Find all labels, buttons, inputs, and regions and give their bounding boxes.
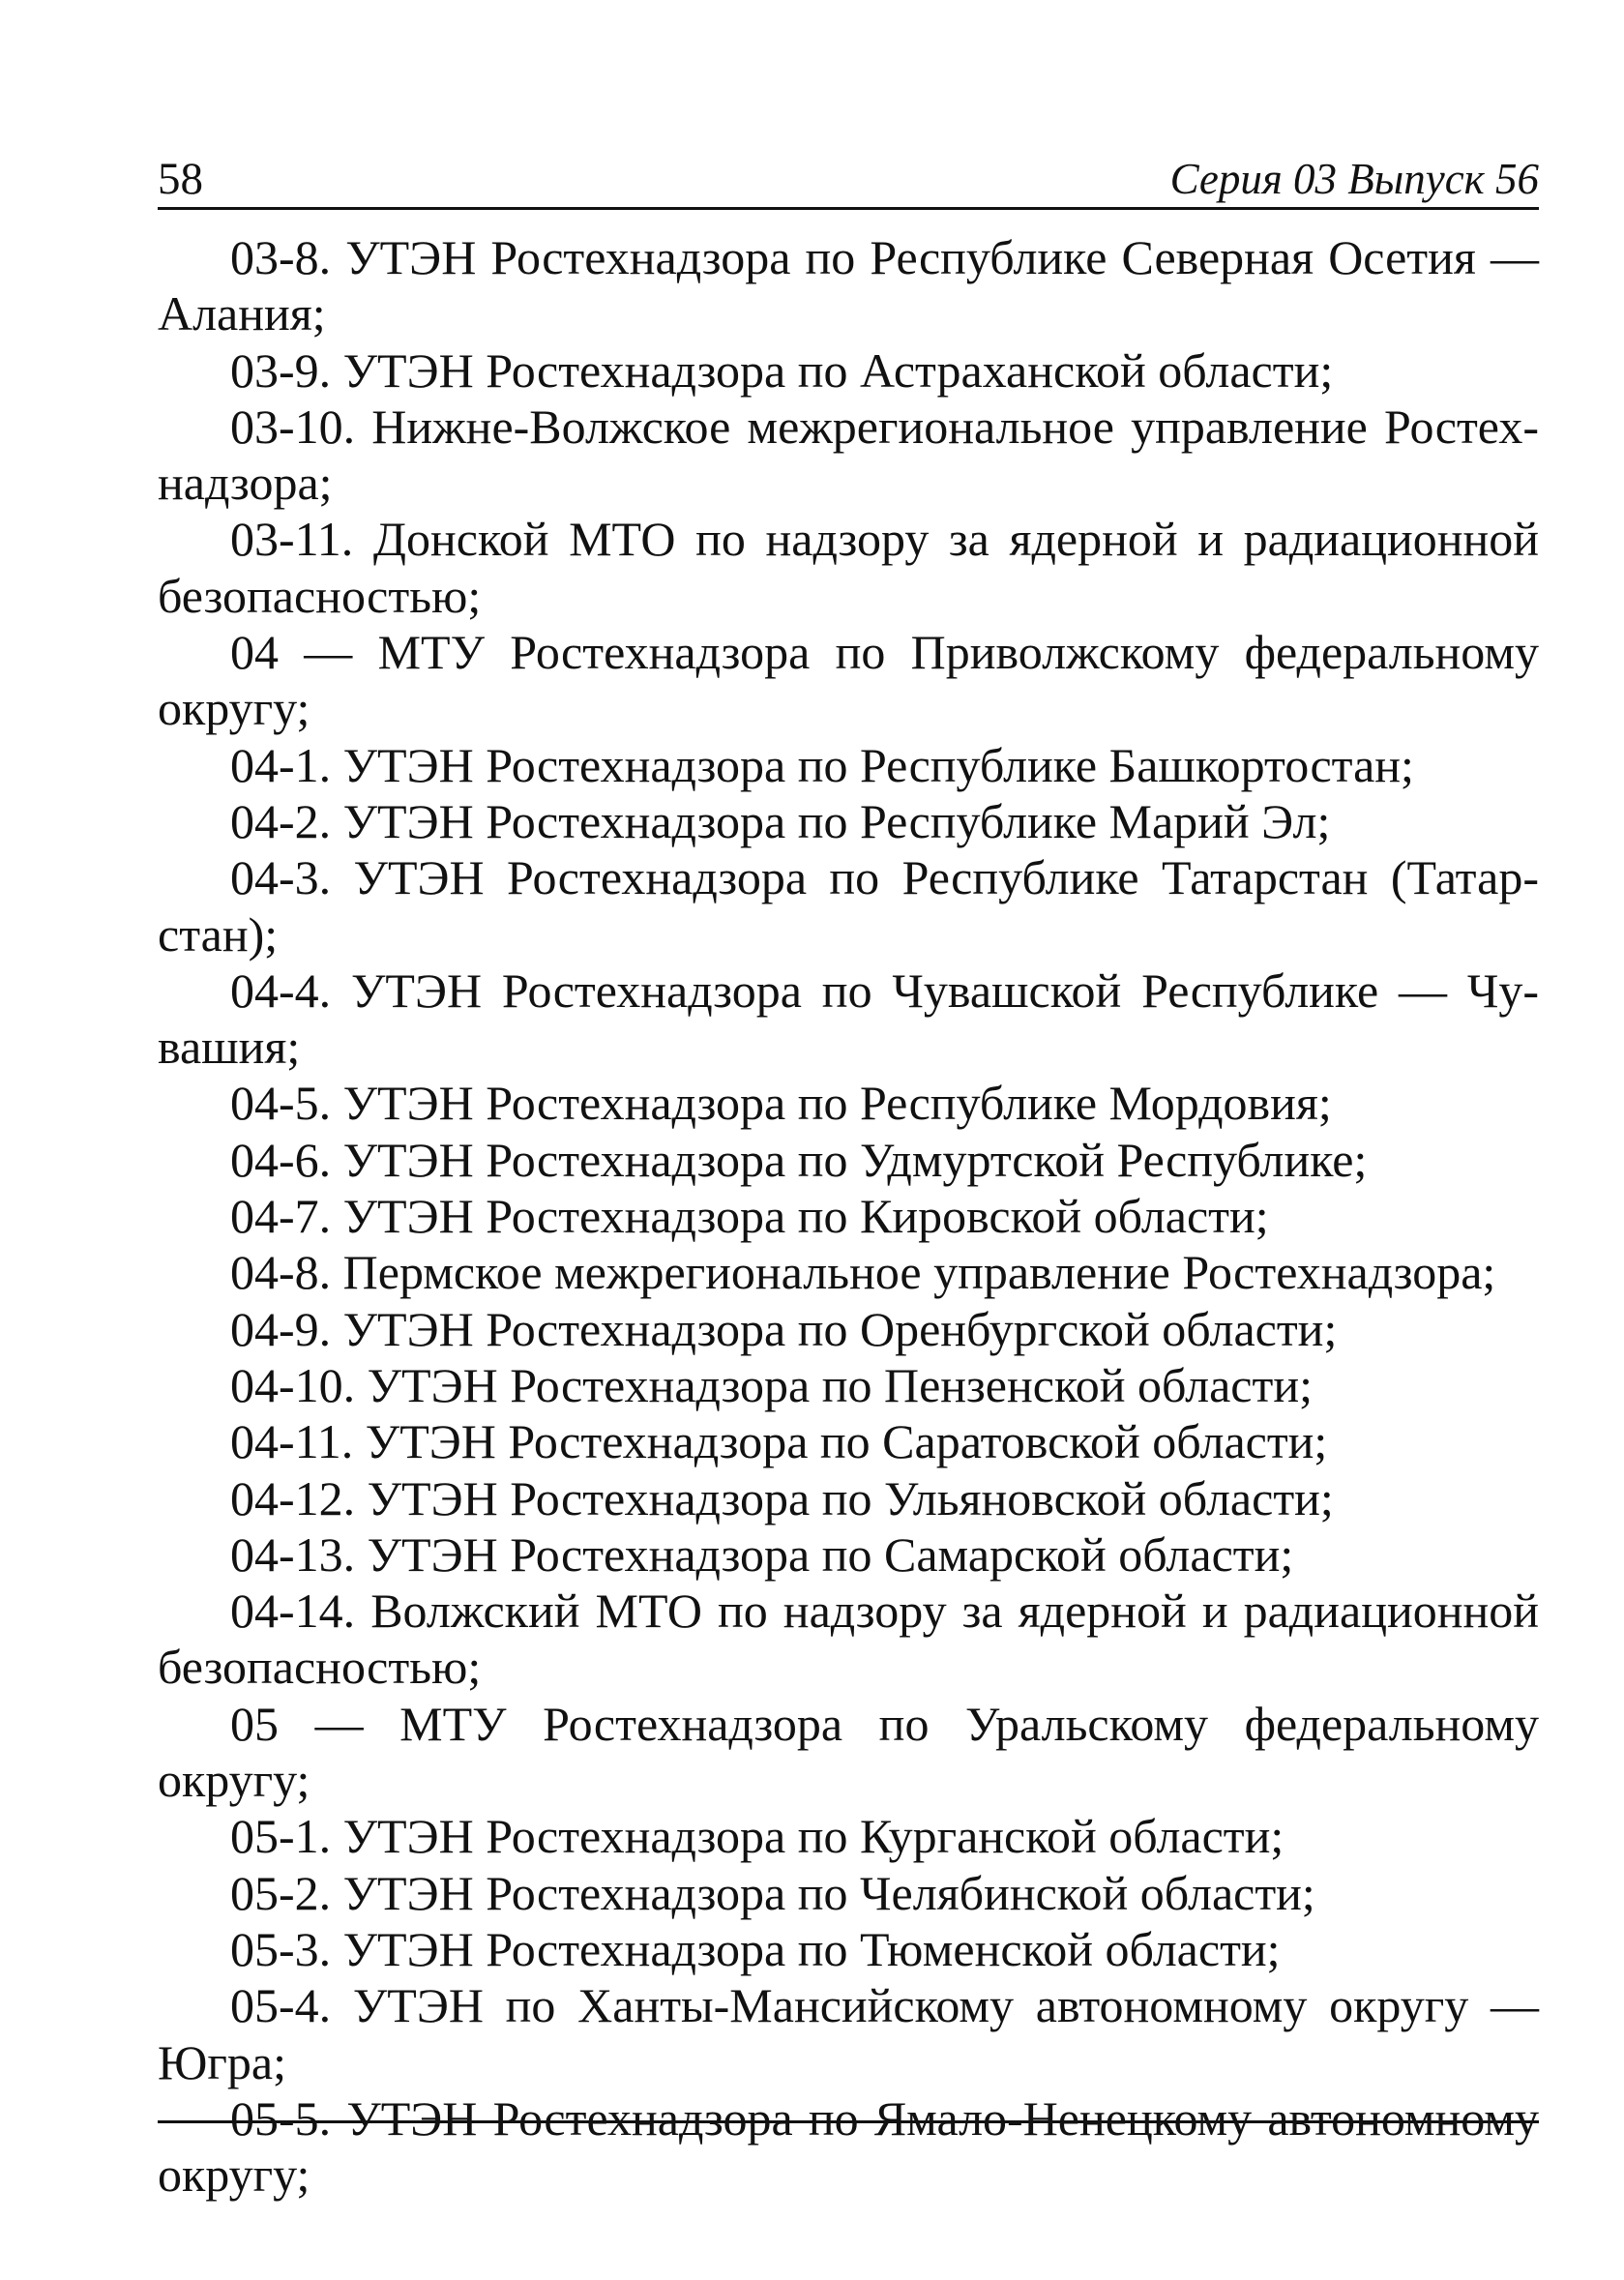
list-item: 05-1. УТЭН Ростехнадзора по Курганской области; — [230, 1809, 1284, 1864]
list-item: 04-13. УТЭН Ростехнадзора по Самарской области; — [230, 1526, 1294, 1582]
list-item: 04-4. УТЭН Ростехнадзора по Чувашской Республике — Чувашия; — [158, 962, 1539, 1075]
list-item: 03-8. УТЭН Ростехнадзора по Республике Северная Осетия — Алания; — [158, 230, 1539, 341]
list-item: 04-14. Волжский МТО по надзору за ядерной и радиационной безопасностью; — [158, 1584, 1539, 1695]
list-item: 05-2. УТЭН Ростехнадзора по Челябинской области; — [230, 1865, 1315, 1920]
bottom-rule — [158, 2120, 1539, 2123]
list-item: 05 — МТУ Ростехнадзора по Уральскому федеральному округу; — [158, 1696, 1539, 1808]
list-item: 04-10. УТЭН Ростехнадзора по Пензенской области; — [230, 1357, 1313, 1412]
list-item: 04-12. УТЭН Ростехнадзора по Ульяновской области; — [230, 1470, 1334, 1525]
list-item: 04-2. УТЭН Ростехнадзора по Республике Марий Эл; — [230, 793, 1331, 848]
series-title: Серия 03 Выпуск 56 — [1169, 155, 1539, 203]
list-item: 05-4. УТЭН по Ханты-Мансийскому автономному округу — Югра; — [158, 1978, 1539, 2089]
list-item: 04-8. Пермское межрегиональное управление Ростехнадзора; — [230, 1245, 1496, 1300]
page-number: 58 — [158, 154, 203, 204]
list-item: 05-3. УТЭН Ростехнадзора по Тюменской области; — [230, 1921, 1281, 1976]
list-item: 03-9. УТЭН Ростехнадзора по Астраханской области; — [230, 342, 1334, 398]
list-item: 04-9. УТЭН Ростехнадзора по Оренбургской области; — [230, 1301, 1338, 1356]
body-text — [158, 210, 1539, 2203]
list-item: 04-11. УТЭН Ростехнадзора по Саратовской области; — [230, 1414, 1328, 1469]
book-page — [158, 145, 1539, 2203]
list-item: 04-7. УТЭН Ростехнадзора по Кировской области; — [230, 1189, 1269, 1244]
list-item: 04-3. УТЭН Ростехнадзора по Республике Татарстан (Татарстан); — [158, 850, 1539, 962]
list-item: 04-6. УТЭН Ростехнадзора по Удмуртской Республике; — [230, 1132, 1368, 1187]
list-item: 03-11. Донской МТО по надзору за ядерной и радиационной безопасностью; — [158, 512, 1539, 623]
list-item: 04-1. УТЭН Ростехнадзора по Республике Башкортостан; — [230, 737, 1414, 792]
list-item: 04-5. УТЭН Ростехнадзора по Республике Мордовия; — [230, 1076, 1332, 1131]
running-head — [158, 145, 1539, 210]
list-item: 04 — МТУ Ростехнадзора по Приволжскому федеральному округу; — [158, 625, 1539, 736]
list-item: 03-10. Нижне-Волжское межрегиональное управление Ростехнадзора; — [158, 399, 1539, 511]
list-item: 05-5. УТЭН Ростехнадзора по Ямало-Ненецкому автономному округу; — [158, 2090, 1539, 2203]
